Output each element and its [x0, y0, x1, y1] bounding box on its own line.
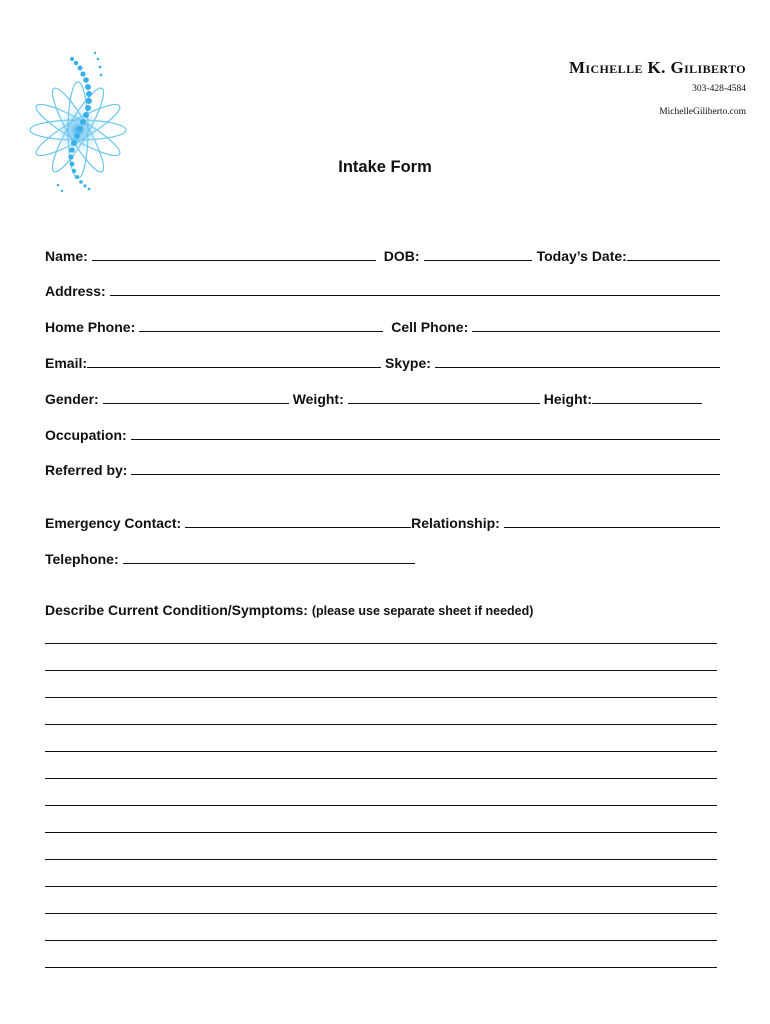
- emergency-contact-field[interactable]: [185, 526, 411, 528]
- telephone-field[interactable]: [123, 562, 415, 564]
- height-label: Height:: [543, 391, 592, 407]
- home-phone-label: Home Phone:: [45, 319, 136, 335]
- row-telephone: [45, 547, 720, 567]
- row-referred-by: [45, 458, 720, 478]
- email-field[interactable]: [87, 366, 381, 368]
- row-phones: [45, 315, 720, 335]
- todays-date-field[interactable]: [627, 259, 720, 261]
- cell-phone-field[interactable]: [472, 330, 720, 332]
- name-label: Name:: [45, 248, 88, 264]
- referred-by-label: Referred by:: [45, 462, 128, 478]
- home-phone-field[interactable]: [139, 330, 383, 332]
- gender-field[interactable]: [103, 402, 289, 404]
- row-address: [45, 279, 720, 299]
- practitioner-header: [569, 58, 746, 117]
- weight-field[interactable]: [348, 402, 540, 404]
- description-line-10[interactable]: [45, 886, 717, 887]
- gender-label: Gender:: [45, 391, 99, 407]
- description-line-12[interactable]: [45, 940, 717, 941]
- skype-field[interactable]: [435, 366, 720, 368]
- address-label: Address:: [45, 283, 106, 299]
- dob-field[interactable]: [424, 259, 532, 261]
- description-line-5[interactable]: [45, 751, 717, 752]
- row-name-dob-date: [45, 244, 720, 264]
- row-occupation: [45, 423, 720, 443]
- flower-logo-icon: [20, 45, 150, 205]
- name-field[interactable]: [92, 259, 376, 261]
- address-field[interactable]: [110, 294, 720, 296]
- cell-phone-label: Cell Phone:: [391, 319, 469, 335]
- description-line-3[interactable]: [45, 697, 717, 698]
- relationship-field[interactable]: [504, 526, 720, 528]
- describe-label: Describe Current Condition/Symptoms:: [45, 602, 308, 618]
- practitioner-phone: 303-428-4584: [692, 84, 746, 94]
- description-line-1[interactable]: [45, 643, 717, 644]
- row-email-skype: [45, 351, 720, 371]
- description-line-11[interactable]: [45, 913, 717, 914]
- description-line-6[interactable]: [45, 778, 717, 779]
- form-title: Intake Form: [338, 158, 432, 176]
- description-line-8[interactable]: [45, 832, 717, 833]
- telephone-label: Telephone:: [45, 551, 119, 567]
- emergency-contact-label: Emergency Contact:: [45, 515, 182, 531]
- description-line-4[interactable]: [45, 724, 717, 725]
- description-line-7[interactable]: [45, 805, 717, 806]
- description-line-2[interactable]: [45, 670, 717, 671]
- dob-label: DOB:: [383, 248, 420, 264]
- relationship-label: Relationship:: [411, 515, 500, 531]
- description-line-13[interactable]: [45, 967, 717, 968]
- practitioner-name: Michelle K. Giliberto: [568, 58, 746, 77]
- weight-label: Weight:: [292, 391, 344, 407]
- occupation-label: Occupation:: [45, 427, 127, 443]
- describe-note: (please use separate sheet if needed): [311, 604, 534, 618]
- todays-date-label: Today’s Date:: [536, 248, 627, 264]
- describe-condition-heading: [45, 602, 533, 618]
- row-emergency-contact: [45, 511, 720, 531]
- practitioner-website: MichelleGiliberto.com: [659, 107, 746, 117]
- height-field[interactable]: [592, 402, 702, 404]
- referred-by-field[interactable]: [131, 473, 720, 475]
- description-line-9[interactable]: [45, 859, 717, 860]
- email-label: Email:: [45, 355, 88, 371]
- row-gender-weight-height: [45, 387, 720, 407]
- occupation-field[interactable]: [131, 438, 720, 440]
- skype-label: Skype:: [385, 355, 431, 371]
